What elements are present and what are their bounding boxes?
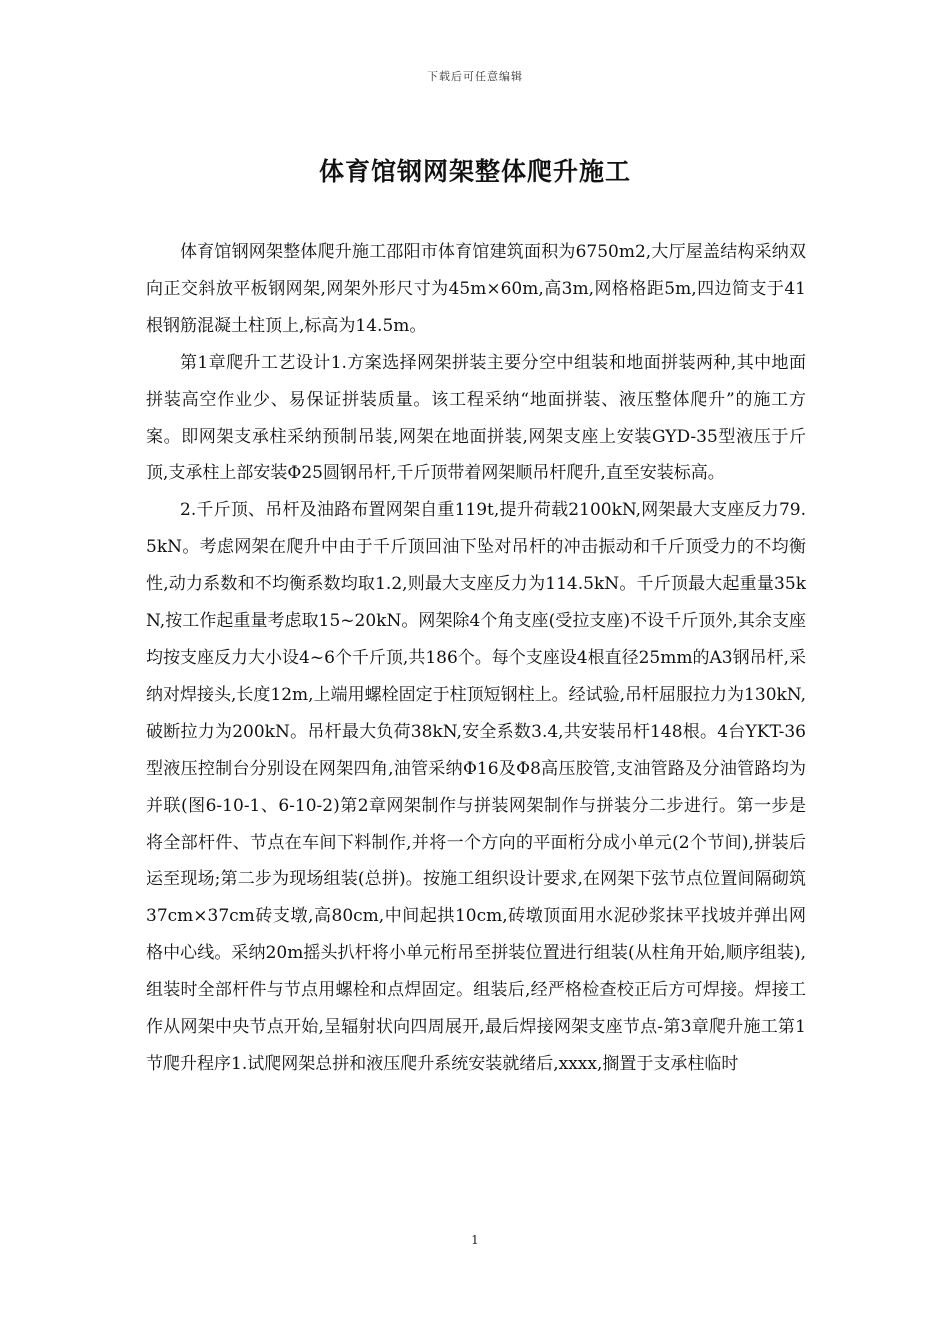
paragraph-jacks-and-rods: 2.千斤顶、吊杆及油路布置网架自重119t,提升荷载2100kN,网架最大支座反力79.5kN。考虑网架在爬升中由于千斤顶回油下坠对吊杆的冲击振动和千斤顶受力的不均衡性,动力系数和不均衡系数均取1.2,则最大支座反力为114.5kN。千斤顶最大起重量35kN,按工作起重量考虑取15~20kN。网架除4个角支座(受拉支座)不设千斤顶外,其余支座均按支座反力大小设4~6个千斤顶,共186个。每个支座设4根直径25mm的A3钢吊杆,采纳对焊接头,长度12m,上端用螺栓固定于柱顶短钢柱上。经试验,吊杆屈服拉力为130kN,破断拉力为200kN。吊杆最大负荷38kN,安全系数3.4,共安装吊杆148根。4台YKT-36型液压控制台分别设在网架四角,油管采纳Φ16及Φ8高压胶管,支油管路及分油管路均为并联(图6-10-1、6-10-2)第2章网架制作与拼装网架制作与拼装分二步进行。第一步是将全部杆件、节点在车间下料制作,并将一个方向的平面桁分成小单元(2个节间),拼装后运至现场;第二步为现场组装(总拼)。按施工组织设计要求,在网架下弦节点位置间隔砌筑37cm×37cm砖支墩,高80cm,中间起拱10cm,砖墩顶面用水泥砂浆抹平找坡并弹出网格中心线。采纳20m摇头扒杆将小单元桁吊至拼装位置进行组装(从柱角开始,顺序组装),组装时全部杆件与节点用螺栓和点焊固定。组装后,经严格检查校正后方可焊接。焊接工作从网架中央节点开始,呈辐射状向四周展开,最后焊接网架支座节点-第3章爬升施工第1节爬升程序1.试爬网架总拼和液压爬升系统安装就绪后,xxxx,搁置于支承柱临时	[146, 500, 806, 1074]
document-body	[146, 234, 806, 1083]
paragraph-intro: 体育馆钢网架整体爬升施工邵阳市体育馆建筑面积为6750m2,大厅屋盖结构采纳双向正交斜放平板钢网架,网架外形尺寸为45m×60m,高3m,网格格距5m,四边简支于41根钢筋混凝土柱顶上,标高为14.5m。	[146, 242, 806, 336]
header-note: 下载后可任意编辑	[427, 70, 523, 83]
page-number: 1	[471, 1233, 479, 1247]
document-title: 体育馆钢网架整体爬升施工	[318, 157, 631, 186]
paragraph-chapter-1: 第1章爬升工艺设计1.方案选择网架拼装主要分空中组装和地面拼装两种,其中地面拼装高空作业少、易保证拼装质量。该工程采纳“地面拼装、液压整体爬升”的施工方案。即网架支承柱采纳预制吊装,网架在地面拼装,网架支座上安装GYD-35型液压于斤顶,支承柱上部安装Φ25圆钢吊杆,千斤顶带着网架顺吊杆爬升,直至安装标高。	[146, 352, 806, 484]
